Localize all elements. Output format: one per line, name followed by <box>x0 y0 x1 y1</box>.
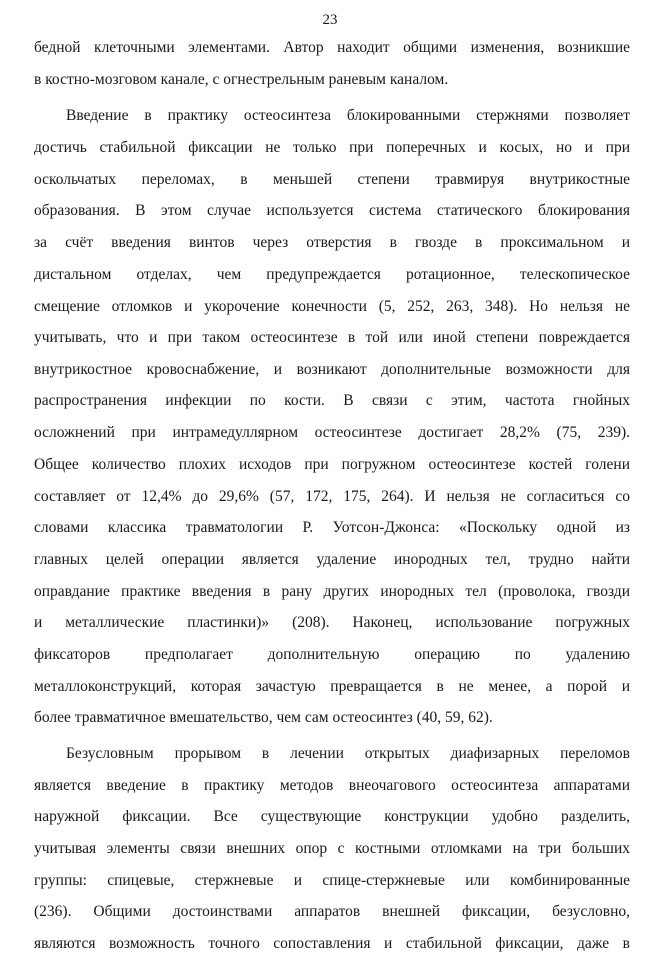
text-line: дистальном отделах, чем предупреждается ротационное, телескопическое <box>34 266 630 283</box>
page-number: 23 <box>322 12 338 28</box>
text-line: Общее количество плохих исходов при погружном остеосинтезе костей голени <box>34 456 630 473</box>
text-line: оправдание практике введения в рану других инородных тел (проволока, гвозди <box>34 583 630 600</box>
text-line: образования. В этом случае используется система статического блокирования <box>34 202 630 219</box>
text-line: смещение отломков и укорочение конечности (5, 252, 263, 348). Но нельзя не <box>34 298 630 315</box>
text-line: словами классика травматологии Р. Уотсон-Джонса: «Поскольку одной из <box>34 519 630 536</box>
text-line: учитывая элементы связи внешних опор с костными отломками на три больших <box>34 840 630 857</box>
text-line: в костно-мозговом канале, с огнестрельным раневым каналом. <box>34 71 449 88</box>
text-line: более травматичное вмешательство, чем сам остеосинтез (40, 59, 62). <box>34 709 493 726</box>
text-line: являются возможность точного сопоставления и стабильной фиксации, даже в <box>34 935 630 952</box>
text-line: группы: спицевые, стержневые и спице-стержневые или комбинированные <box>34 872 630 889</box>
text-line: составляет от 12,4% до 29,6% (57, 172, 175, 264). И нельзя не согласиться со <box>34 488 630 505</box>
paragraph-first-line: Введение в практику остеосинтеза блокированными стержнями позволяет <box>66 107 630 124</box>
text-line: осложнений при интрамедуллярном остеосинтезе достигает 28,2% (75, 239). <box>34 424 630 441</box>
text-line: (236). Общими достоинствами аппаратов внешней фиксации, безусловно, <box>34 903 630 920</box>
text-line: внутрикостное кровоснабжение, и возникают дополнительные возможности для <box>34 361 630 378</box>
text-line: металлоконструкций, которая зачастую превращается в не менее, а порой и <box>34 678 630 695</box>
text-line: достичь стабильной фиксации не только при поперечных и косых, но и при <box>34 139 630 156</box>
text-line: главных целей операции является удаление инородных тел, трудно найти <box>34 551 630 568</box>
text-line: фиксаторов предполагает дополнительную операцию по удалению <box>34 646 630 663</box>
text-line: распространения инфекции по кости. В связи с этим, частота гнойных <box>34 392 630 409</box>
paragraph-first-line: Безусловным прорывом в лечении открытых диафизарных переломов <box>66 745 630 762</box>
text-line: является введение в практику методов внеочагового остеосинтеза аппаратами <box>34 777 630 794</box>
text-line: наружной фиксации. Все существующие конструкции удобно разделить, <box>34 808 630 825</box>
text-line: за счёт введения винтов через отверстия в гвозде в проксимальном и <box>34 234 630 251</box>
text-line: и металлические пластинки)» (208). Наконец, использование погружных <box>34 614 630 631</box>
text-line: оскольчатых переломах, в меньшей степени травмируя внутрикостные <box>34 171 630 188</box>
text-line: бедной клеточными элементами. Автор находит общими изменения, возникшие <box>34 39 630 56</box>
text-line: учитывать, что и при таком остеосинтезе в той или иной степени повреждается <box>34 329 630 346</box>
